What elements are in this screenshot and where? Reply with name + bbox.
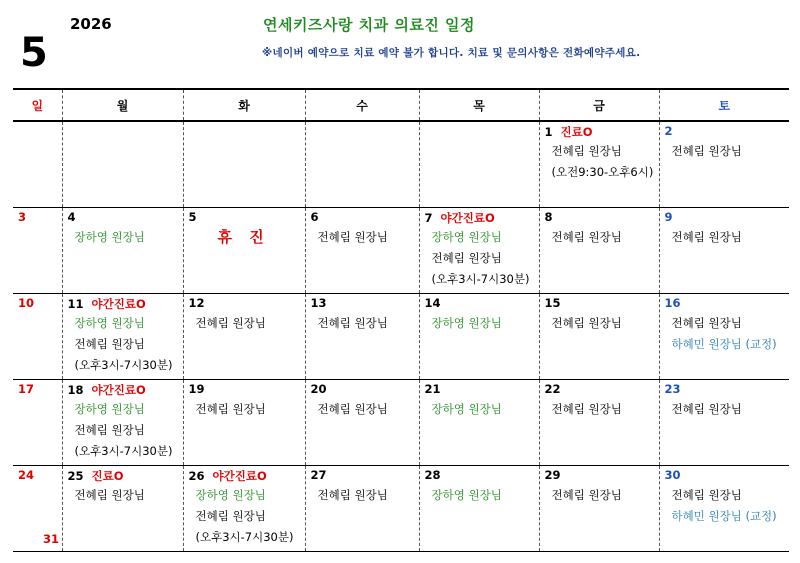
hours-text: (오후3시-7시30분) (74, 444, 173, 458)
doctor-schedule (75, 485, 145, 506)
doctor-schedule (318, 485, 388, 506)
day-cell (419, 294, 539, 380)
day-header (425, 210, 495, 226)
hours-text: (오전9:30-오후6시) (551, 165, 654, 179)
day-cell (539, 208, 659, 294)
day-number: 14 (424, 296, 441, 310)
day-number: 19 (188, 382, 205, 396)
day-number: 2 (664, 124, 673, 138)
doctor-schedule (672, 485, 777, 527)
day-number: 5 (188, 210, 197, 224)
doctor-name: 전혜림 원장님 (195, 316, 266, 330)
day-number: 23 (664, 382, 681, 396)
day-number: 18 (67, 383, 84, 397)
day-number: 25 (67, 469, 84, 483)
day-number: 3 (18, 210, 27, 224)
clinic-status-tag: 야간진료O (440, 211, 495, 225)
doctor-schedule (672, 399, 742, 420)
doctor-name: 하혜민 원장님 (교정) (671, 337, 777, 351)
day-number: 27 (310, 468, 327, 482)
doctor-name: 전혜림 원장님 (431, 251, 502, 265)
week-row (13, 208, 789, 294)
doctor-name: 전혜림 원장님 (317, 488, 388, 502)
clinic-status-tag: 진료O (560, 125, 593, 139)
doctor-schedule (552, 399, 622, 420)
day-cell (305, 208, 419, 294)
day-header (545, 124, 593, 140)
day-cell (13, 380, 62, 466)
doctor-schedule (196, 313, 266, 334)
month-number: 5 (20, 30, 48, 76)
day-cell (62, 380, 183, 466)
day-header (189, 468, 267, 484)
day-cell (659, 380, 789, 466)
doctor-name: 장하영 원장님 (431, 316, 502, 330)
day-number: 30 (664, 468, 681, 482)
doctor-schedule (672, 313, 777, 355)
day-cell (419, 380, 539, 466)
day-header (68, 382, 146, 398)
week-row (13, 380, 789, 466)
weekday-sun: 일 (13, 89, 62, 121)
week-row (13, 121, 789, 208)
doctor-name: 전혜림 원장님 (74, 488, 145, 502)
weekday-thu: 목 (419, 89, 539, 121)
doctor-name: 전혜림 원장님 (551, 144, 622, 158)
day-cell (539, 294, 659, 380)
day-cell (659, 294, 789, 380)
day-number: 16 (664, 296, 681, 310)
day-number: 11 (67, 297, 84, 311)
day-number: 10 (18, 296, 35, 310)
day-cell (13, 294, 62, 380)
doctor-name: 장하영 원장님 (74, 316, 145, 330)
day-cell (539, 121, 659, 208)
doctor-name: 하혜민 원장님 (교정) (671, 509, 777, 523)
day-cell (419, 121, 539, 208)
doctor-name: 전혜림 원장님 (671, 230, 742, 244)
weekday-wed: 수 (305, 89, 419, 121)
weekday-sat: 토 (659, 89, 789, 121)
day-number: 9 (664, 210, 673, 224)
doctor-name: 전혜림 원장님 (671, 144, 742, 158)
booking-notice: ※네이버 예약으로 치료 예약 불가 합니다. 치료 및 문의사항은 전화예약주세요. (262, 47, 641, 59)
week-row (13, 294, 789, 380)
doctor-name: 전혜림 원장님 (74, 337, 145, 351)
day-cell (183, 121, 305, 208)
weekday-tue: 화 (183, 89, 305, 121)
doctor-schedule (75, 313, 173, 376)
day-number: 29 (544, 468, 561, 482)
day-cell (62, 466, 183, 552)
day-number: 24 (18, 468, 35, 482)
day-cell (659, 121, 789, 208)
calendar-table (13, 88, 789, 552)
clinic-status-tag: 야간진료O (91, 383, 146, 397)
clinic-status-tag: 진료O (91, 469, 124, 483)
doctor-name: 장하영 원장님 (431, 230, 502, 244)
week-row (13, 466, 789, 552)
day-cell (419, 208, 539, 294)
weekday-header-row (13, 89, 789, 121)
day-cell (13, 208, 62, 294)
doctor-name: 전혜림 원장님 (195, 402, 266, 416)
doctor-schedule (432, 227, 530, 290)
day-cell (305, 121, 419, 208)
doctor-name: 장하영 원장님 (431, 488, 502, 502)
clinic-status-tag: 야간진료O (212, 469, 267, 483)
day-cell (419, 466, 539, 552)
day-cell (183, 208, 305, 294)
holiday-label: 휴 진 (217, 228, 270, 246)
doctor-schedule (196, 399, 266, 420)
doctor-name: 전혜림 원장님 (317, 230, 388, 244)
doctor-name: 장하영 원장님 (195, 488, 266, 502)
day-cell (305, 294, 419, 380)
doctor-schedule (552, 141, 654, 183)
doctor-name: 전혜림 원장님 (551, 402, 622, 416)
day-cell (13, 121, 62, 208)
doctor-name: 전혜림 원장님 (74, 423, 145, 437)
day-cell (305, 380, 419, 466)
day-number: 26 (188, 469, 205, 483)
day-cell (183, 466, 305, 552)
day-number: 12 (188, 296, 205, 310)
day-number: 22 (544, 382, 561, 396)
doctor-name: 전혜림 원장님 (317, 316, 388, 330)
doctor-name: 전혜림 원장님 (671, 488, 742, 502)
doctor-name: 전혜림 원장님 (317, 402, 388, 416)
day-number: 4 (67, 210, 76, 224)
day-number: 20 (310, 382, 327, 396)
doctor-name: 장하영 원장님 (431, 402, 502, 416)
day-header (68, 296, 146, 312)
day-number: 6 (310, 210, 319, 224)
doctor-name: 장하영 원장님 (74, 402, 145, 416)
doctor-schedule (432, 313, 502, 334)
day-cell (659, 208, 789, 294)
doctor-name: 전혜림 원장님 (551, 316, 622, 330)
doctor-name: 장하영 원장님 (74, 230, 145, 244)
hours-text: (오후3시-7시30분) (74, 358, 173, 372)
day-number: 13 (310, 296, 327, 310)
day-header (68, 468, 124, 484)
doctor-schedule (432, 399, 502, 420)
day-number: 7 (424, 211, 433, 225)
day-cell (62, 121, 183, 208)
weekday-fri: 금 (539, 89, 659, 121)
day-number: 28 (424, 468, 441, 482)
day-number: 15 (544, 296, 561, 310)
page-title: 연세키즈사랑 치과 의료진 일정 (263, 16, 476, 34)
day-cell (539, 380, 659, 466)
doctor-schedule (552, 313, 622, 334)
doctor-schedule (75, 399, 173, 462)
hours-text: (오후3시-7시30분) (195, 530, 294, 544)
day-number: 21 (424, 382, 441, 396)
day-cell (183, 380, 305, 466)
extra-day-number: 31 (43, 532, 60, 546)
day-cell (62, 208, 183, 294)
day-cell (183, 294, 305, 380)
doctor-schedule (552, 485, 622, 506)
doctor-schedule (318, 313, 388, 334)
day-number: 17 (18, 382, 35, 396)
day-cell (13, 466, 62, 552)
hours-text: (오후3시-7시30분) (431, 272, 530, 286)
doctor-name: 전혜림 원장님 (671, 402, 742, 416)
doctor-schedule (318, 227, 388, 248)
weekday-mon: 월 (62, 89, 183, 121)
doctor-schedule (672, 227, 742, 248)
doctor-schedule (672, 141, 742, 162)
doctor-schedule (196, 485, 294, 548)
day-number: 1 (544, 125, 553, 139)
doctor-name: 전혜림 원장님 (551, 230, 622, 244)
clinic-status-tag: 야간진료O (91, 297, 146, 311)
day-cell (62, 294, 183, 380)
doctor-name: 전혜림 원장님 (671, 316, 742, 330)
doctor-name: 전혜림 원장님 (551, 488, 622, 502)
doctor-schedule (432, 485, 502, 506)
doctor-schedule (552, 227, 622, 248)
day-cell (659, 466, 789, 552)
doctor-schedule (318, 399, 388, 420)
day-cell (305, 466, 419, 552)
day-number: 8 (544, 210, 553, 224)
doctor-schedule (75, 227, 145, 248)
day-cell (539, 466, 659, 552)
doctor-name: 전혜림 원장님 (195, 509, 266, 523)
year-label: 2026 (70, 15, 112, 33)
